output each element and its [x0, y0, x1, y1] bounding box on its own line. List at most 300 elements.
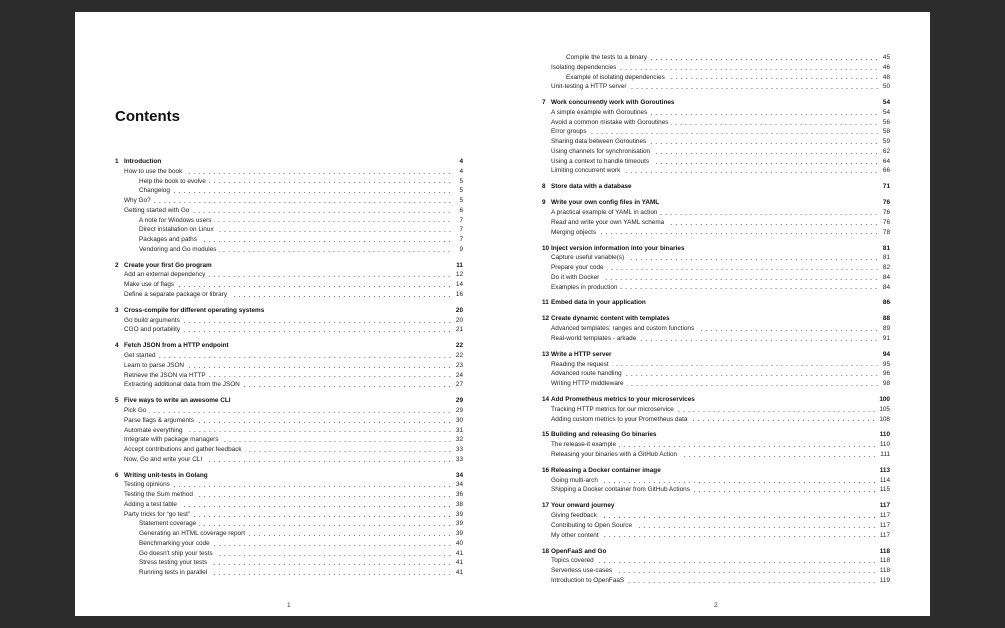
- entry-page-number: 84: [882, 283, 890, 291]
- entry-title: Go doesn't ship your tests: [139, 549, 213, 557]
- toc-chapter-entry[interactable]: [115, 306, 463, 316]
- entry-page-number: 31: [455, 426, 463, 434]
- dot-leader: [619, 446, 877, 448]
- entry-title: My other content: [551, 531, 599, 539]
- dot-leader: [199, 525, 452, 527]
- toc-section-entry[interactable]: [115, 206, 463, 216]
- dot-leader: [619, 68, 879, 70]
- entry-page-number: 12: [455, 271, 463, 279]
- document-page-1: [75, 12, 502, 616]
- page-title: Contents: [115, 108, 180, 125]
- entry-page-number: 5: [459, 187, 463, 195]
- entry-title: Testing opinions: [124, 481, 170, 489]
- page-number: 2: [714, 602, 718, 609]
- entry-page-number: 71: [882, 183, 890, 191]
- entry-title: Real-world templates - arkade: [551, 334, 637, 342]
- entry-page-number: 22: [455, 342, 463, 350]
- toc-section-entry[interactable]: [542, 127, 890, 137]
- entry-title: Releasing your binaries with a GitHub Action: [551, 450, 678, 458]
- dot-leader: [625, 375, 879, 377]
- chapter-number: 14: [542, 396, 550, 403]
- dot-leader: [208, 276, 452, 278]
- entry-page-number: 86: [882, 299, 890, 307]
- dot-leader: [214, 221, 452, 223]
- toc-section-entry[interactable]: [542, 82, 890, 92]
- entry-title: Store data with a database: [551, 183, 632, 191]
- entry-page-number: 29: [455, 397, 463, 405]
- entry-page-number: 118: [879, 557, 890, 565]
- entry-title: Running tests in parallel: [139, 569, 208, 577]
- entry-page-number: 118: [879, 567, 890, 574]
- toc-section-entry[interactable]: [115, 280, 463, 290]
- toc-section-entry[interactable]: [542, 379, 890, 389]
- dot-leader: [599, 233, 879, 235]
- chapter-number: 2: [115, 261, 119, 269]
- entry-title: Go build arguments: [124, 316, 180, 324]
- entry-title: Contributing to Open Source: [551, 521, 632, 529]
- entry-title: Vendoring and Go modules: [139, 245, 217, 253]
- toc-section-entry[interactable]: [542, 53, 890, 63]
- entry-page-number: 27: [455, 381, 463, 389]
- toc-section-entry[interactable]: [115, 568, 463, 578]
- toc-section-entry[interactable]: [542, 228, 890, 238]
- entry-page-number: 39: [455, 520, 463, 528]
- entry-title: Direct installation on Linux: [139, 226, 214, 234]
- entry-title: Serverless use-cases: [551, 567, 613, 574]
- entry-title: Why Go?: [124, 197, 151, 204]
- toc-section-entry[interactable]: [542, 137, 890, 147]
- entry-page-number: 94: [882, 350, 890, 358]
- entry-title: Releasing a Docker container image: [551, 466, 661, 474]
- chapter-number: 16: [542, 466, 550, 474]
- dot-leader: [245, 450, 452, 452]
- entry-title: Error groups: [551, 128, 587, 136]
- entry-title: Using channels for synchronisation: [551, 147, 651, 155]
- dot-leader: [197, 421, 452, 423]
- entry-title: Stress testing your tests: [139, 559, 208, 567]
- entry-title: Benchmarking your code: [139, 539, 210, 547]
- entry-title: A simple example with Goroutines: [551, 108, 648, 116]
- toc-chapter-entry[interactable]: [542, 98, 890, 108]
- entry-page-number: 84: [882, 273, 890, 281]
- chapter-number: 12: [542, 315, 550, 323]
- toc-section-entry[interactable]: [115, 167, 463, 177]
- toc-section-entry[interactable]: [115, 455, 463, 465]
- toc-section-entry[interactable]: [542, 511, 890, 521]
- table-of-contents: [115, 157, 463, 578]
- entry-title: Compile the tests to a binary: [566, 54, 647, 61]
- entry-page-number: 117: [879, 502, 890, 510]
- entry-title: Cross-compile for different operating systems: [124, 306, 265, 314]
- dot-leader: [210, 564, 452, 566]
- entry-title: Inject version information into your binaries: [551, 244, 685, 252]
- entry-page-number: 117: [879, 512, 890, 520]
- entry-title: Write a HTTP server: [551, 350, 612, 358]
- entry-title: Introduction: [124, 158, 162, 165]
- toc-section-entry[interactable]: [542, 405, 890, 415]
- toc-section-entry[interactable]: [115, 480, 463, 490]
- entry-title: Getting started with Go: [124, 206, 190, 214]
- dot-leader: [159, 356, 452, 358]
- chapter-number: 11: [542, 299, 549, 307]
- chapter-number: 4: [115, 342, 119, 350]
- entry-page-number: 32: [455, 436, 463, 444]
- entry-page-number: 34: [455, 481, 463, 489]
- dot-leader: [677, 410, 876, 412]
- entry-title: Now, Go and write your CLI: [124, 455, 203, 463]
- dot-leader: [650, 113, 879, 115]
- entry-page-number: 38: [455, 500, 463, 508]
- entry-title: Changelog: [139, 187, 170, 195]
- entry-title: Shipping a Docker container from GitHub Actions: [551, 486, 690, 494]
- dot-leader: [243, 386, 452, 388]
- toc-section-entry[interactable]: [115, 519, 463, 529]
- entry-page-number: 9: [459, 245, 463, 253]
- page-number: 1: [287, 602, 291, 609]
- toc-section-entry[interactable]: [542, 63, 890, 73]
- toc-section-entry[interactable]: [115, 196, 463, 206]
- toc-section-entry[interactable]: [542, 218, 890, 228]
- toc-chapter-entry[interactable]: [542, 182, 890, 192]
- toc-section-entry[interactable]: [115, 558, 463, 568]
- toc-section-entry[interactable]: [542, 369, 890, 379]
- toc-chapter-entry[interactable]: [542, 350, 890, 360]
- toc-section-entry[interactable]: [542, 157, 890, 167]
- toc-chapter-entry[interactable]: [115, 396, 463, 406]
- dot-leader: [230, 295, 452, 297]
- toc-chapter-entry[interactable]: [115, 261, 463, 271]
- dot-leader: [615, 571, 877, 573]
- entry-title: Using a context to handle timeouts: [551, 157, 650, 165]
- dot-leader: [222, 441, 453, 443]
- dot-leader: [177, 286, 452, 288]
- entry-title: Retrieve the JSON via HTTP: [124, 371, 206, 379]
- dot-leader: [602, 278, 879, 280]
- toc-section-entry[interactable]: [542, 566, 890, 576]
- entry-page-number: 45: [882, 54, 890, 61]
- dot-leader: [219, 250, 452, 252]
- entry-title: Sharing data between Goroutines: [551, 138, 647, 146]
- toc-section-entry[interactable]: [542, 273, 890, 283]
- dot-leader: [650, 58, 879, 60]
- toc-section-entry[interactable]: [542, 253, 890, 263]
- toc-section-entry[interactable]: [542, 263, 890, 273]
- entry-page-number: 56: [882, 118, 890, 126]
- toc-section-entry[interactable]: [542, 440, 890, 450]
- toc-chapter-entry[interactable]: [542, 298, 890, 308]
- entry-page-number: 7: [459, 236, 463, 243]
- toc-section-entry[interactable]: [115, 416, 463, 426]
- entry-page-number: 76: [882, 218, 890, 226]
- chapter-number: 1: [115, 158, 119, 165]
- entry-page-number: 54: [882, 108, 890, 116]
- toc-chapter-entry[interactable]: [115, 471, 463, 481]
- dot-leader: [196, 496, 452, 498]
- toc-section-entry[interactable]: [115, 500, 463, 510]
- toc-section-entry[interactable]: [542, 208, 890, 218]
- entry-page-number: 98: [882, 380, 890, 388]
- entry-page-number: 41: [455, 559, 463, 567]
- toc-section-entry[interactable]: [542, 324, 890, 334]
- entry-title: Isolating dependencies: [551, 63, 617, 71]
- entry-page-number: 7: [459, 226, 463, 234]
- entry-page-number: 108: [879, 415, 890, 423]
- entry-title: How to use the book: [124, 167, 183, 175]
- entry-page-number: 78: [882, 228, 890, 236]
- dot-leader: [600, 516, 877, 518]
- toc-section-entry[interactable]: [115, 216, 463, 226]
- entry-title: Introduction to OpenFaaS: [551, 576, 625, 584]
- entry-page-number: 40: [455, 539, 463, 547]
- entry-title: Examples in production: [551, 283, 618, 291]
- entry-page-number: 50: [882, 83, 890, 91]
- toc-section-entry[interactable]: [542, 556, 890, 566]
- toc-section-entry[interactable]: [115, 435, 463, 445]
- entry-title: Write your own config files in YAML: [551, 199, 660, 207]
- toc-chapter-entry[interactable]: [542, 244, 890, 254]
- entry-title: Adding a test table: [124, 500, 177, 508]
- entry-title: Limiting concurrent work: [551, 167, 621, 175]
- toc-section-entry[interactable]: [115, 380, 463, 390]
- entry-page-number: 114: [879, 476, 890, 484]
- entry-title: Adding custom metrics to your Prometheus data: [551, 415, 688, 423]
- toc-section-entry[interactable]: [542, 521, 890, 531]
- toc-section-entry[interactable]: [542, 476, 890, 486]
- toc-section-entry[interactable]: [115, 406, 463, 416]
- entry-title: A practical example of YAML in action: [551, 209, 658, 217]
- entry-title: Advanced route handling: [551, 370, 622, 378]
- entry-page-number: 111: [880, 450, 890, 458]
- entry-page-number: 48: [882, 73, 890, 81]
- toc-chapter-entry[interactable]: [115, 157, 463, 167]
- toc-section-entry[interactable]: [542, 147, 890, 157]
- toc-section-entry[interactable]: [542, 334, 890, 344]
- entry-page-number: 20: [455, 306, 463, 314]
- entry-title: Define a separate package or library: [124, 290, 228, 298]
- toc-section-entry[interactable]: [115, 549, 463, 559]
- toc-section-entry[interactable]: [115, 270, 463, 280]
- entry-title: Generating an HTML coverage report: [139, 530, 245, 538]
- dot-leader: [697, 330, 879, 332]
- dot-leader: [173, 486, 452, 488]
- chapter-number: 3: [115, 306, 119, 314]
- chapter-number: 17: [542, 502, 550, 510]
- toc-section-entry[interactable]: [115, 186, 463, 196]
- entry-page-number: 110: [879, 431, 890, 439]
- entry-title: Going multi-arch: [551, 476, 598, 484]
- dot-leader: [192, 211, 452, 213]
- toc-section-entry[interactable]: [115, 235, 463, 245]
- entry-page-number: 95: [882, 360, 890, 368]
- entry-title: OpenFaaS and Go: [551, 547, 607, 555]
- entry-page-number: 22: [455, 352, 463, 360]
- entry-page-number: 91: [882, 334, 890, 342]
- dot-leader: [668, 78, 879, 80]
- entry-page-number: 4: [459, 167, 463, 175]
- dot-leader: [612, 365, 879, 367]
- toc-section-entry[interactable]: [115, 316, 463, 326]
- dot-leader: [660, 213, 879, 215]
- dot-leader: [627, 259, 879, 261]
- toc-section-entry[interactable]: [115, 225, 463, 235]
- toc-section-entry[interactable]: [542, 485, 890, 495]
- toc-chapter-entry[interactable]: [542, 501, 890, 511]
- entry-title: Pick Go: [124, 407, 147, 414]
- toc-section-entry[interactable]: [115, 177, 463, 187]
- entry-title: The release-it example: [551, 441, 617, 449]
- toc-section-entry[interactable]: [542, 283, 890, 293]
- toc-section-entry[interactable]: [542, 450, 890, 460]
- entry-page-number: 23: [455, 361, 463, 369]
- entry-title: Do it with Docker: [551, 273, 600, 281]
- entry-page-number: 76: [882, 209, 890, 217]
- chapter-number: 18: [542, 547, 550, 555]
- entry-title: Advanced templates: ranges and custom functions: [551, 325, 695, 333]
- entry-page-number: 58: [882, 128, 890, 136]
- entry-title: Reading the request: [551, 360, 609, 368]
- toc-section-entry[interactable]: [115, 529, 463, 539]
- dot-leader: [607, 268, 879, 270]
- dot-leader: [630, 88, 879, 90]
- toc-section-entry[interactable]: [542, 360, 890, 370]
- toc-section-entry[interactable]: [542, 576, 890, 586]
- entry-page-number: 24: [455, 371, 463, 379]
- entry-page-number: 4: [459, 158, 463, 165]
- toc-section-entry[interactable]: [542, 415, 890, 425]
- entry-title: Add Prometheus metrics to your microservices: [551, 396, 695, 403]
- toc-section-entry[interactable]: [542, 108, 890, 118]
- toc-section-entry[interactable]: [115, 510, 463, 520]
- entry-page-number: 29: [455, 407, 463, 414]
- dot-leader: [180, 505, 452, 507]
- entry-page-number: 30: [455, 416, 463, 424]
- entry-title: Integrate with package managers: [124, 436, 219, 444]
- entry-title: Writing unit-tests in Golang: [124, 471, 208, 479]
- chapter-number: 7: [542, 99, 546, 107]
- entry-title: Packages and paths: [139, 236, 197, 243]
- entry-page-number: 6: [459, 206, 463, 214]
- entry-page-number: 7: [459, 216, 463, 224]
- entry-page-number: 96: [882, 370, 890, 378]
- entry-title: Capture useful variable(s): [551, 254, 625, 262]
- toc-section-entry[interactable]: [115, 361, 463, 371]
- toc-section-entry[interactable]: [115, 445, 463, 455]
- dot-leader: [623, 172, 879, 174]
- toc-chapter-entry[interactable]: [542, 466, 890, 476]
- dot-leader: [639, 339, 879, 341]
- toc-section-entry[interactable]: [542, 118, 890, 128]
- entry-title: Giving feedback: [551, 512, 597, 520]
- entry-page-number: 33: [455, 446, 463, 453]
- dot-leader: [185, 172, 452, 174]
- entry-title: Extracting additional data from the JSON: [124, 381, 240, 389]
- entry-page-number: 21: [455, 326, 463, 334]
- dot-leader: [620, 288, 879, 290]
- entry-page-number: 88: [882, 315, 890, 323]
- entry-page-number: 16: [455, 290, 463, 298]
- entry-page-number: 41: [455, 569, 463, 577]
- chapter-number: 5: [115, 397, 119, 405]
- entry-page-number: 41: [455, 549, 463, 557]
- table-of-contents: [542, 53, 890, 586]
- toc-section-entry[interactable]: [115, 290, 463, 300]
- toc-section-entry[interactable]: [542, 531, 890, 541]
- entry-title: CGO and portability: [124, 326, 181, 334]
- toc-section-entry[interactable]: [542, 73, 890, 83]
- entry-page-number: 39: [455, 530, 463, 538]
- entry-page-number: 113: [879, 466, 890, 474]
- entry-title: Learn to parse JSON: [124, 361, 185, 369]
- toc-section-entry[interactable]: [115, 245, 463, 255]
- dot-leader: [205, 460, 452, 462]
- entry-page-number: 82: [882, 264, 890, 271]
- toc-section-entry[interactable]: [115, 490, 463, 500]
- entry-page-number: 76: [882, 199, 890, 207]
- entry-title: Merging objects: [551, 228, 597, 236]
- entry-page-number: 117: [879, 531, 890, 539]
- dot-leader: [597, 562, 877, 564]
- toc-chapter-entry[interactable]: [115, 341, 463, 351]
- entry-title: Help the book to evolve: [139, 177, 206, 185]
- entry-page-number: 5: [459, 177, 463, 185]
- entry-title: Automate everything: [124, 426, 183, 434]
- chapter-number: 10: [542, 244, 550, 252]
- dot-leader: [693, 491, 877, 493]
- entry-page-number: 62: [882, 147, 890, 155]
- entry-title: Make use of flags: [124, 281, 175, 289]
- entry-title: Tracking HTTP metrics for our microservice: [551, 405, 674, 413]
- document-page-2: [502, 12, 930, 616]
- dot-leader: [248, 535, 452, 537]
- chapter-number: 8: [542, 183, 546, 191]
- entry-title: Add an external dependency: [124, 271, 206, 279]
- toc-section-entry[interactable]: [115, 539, 463, 549]
- chapter-number: 9: [542, 199, 546, 207]
- chapter-number: 15: [542, 431, 550, 439]
- entry-title: Create your first Go program: [124, 261, 212, 269]
- dot-leader: [590, 133, 879, 135]
- entry-page-number: 105: [879, 405, 890, 413]
- entry-title: Avoid a common mistake with Goroutines: [551, 118, 669, 126]
- toc-section-entry[interactable]: [115, 426, 463, 436]
- dot-leader: [217, 231, 452, 233]
- dot-leader: [193, 515, 452, 517]
- dot-leader: [209, 182, 452, 184]
- entry-page-number: 36: [455, 491, 463, 499]
- toc-section-entry[interactable]: [115, 351, 463, 361]
- entry-page-number: 81: [882, 244, 890, 252]
- toc-section-entry[interactable]: [115, 325, 463, 335]
- dot-leader: [183, 331, 452, 333]
- toc-chapter-entry[interactable]: [542, 547, 890, 557]
- toc-section-entry[interactable]: [542, 166, 890, 176]
- dot-leader: [627, 384, 879, 386]
- dot-leader: [186, 431, 452, 433]
- entry-title: Example of isolating dependencies: [566, 73, 665, 81]
- toc-section-entry[interactable]: [115, 371, 463, 381]
- entry-title: Five ways to write an awesome CLI: [124, 397, 231, 405]
- entry-title: Embed data in your application: [551, 299, 646, 307]
- toc-chapter-entry[interactable]: [542, 198, 890, 208]
- toc-chapter-entry[interactable]: [542, 395, 890, 405]
- toc-chapter-entry[interactable]: [542, 314, 890, 324]
- dot-leader: [627, 581, 877, 583]
- dot-leader: [149, 411, 452, 413]
- toc-chapter-entry[interactable]: [542, 430, 890, 440]
- entry-title: Unit-testing a HTTP server: [551, 83, 627, 91]
- entry-page-number: 34: [455, 471, 463, 479]
- dot-leader: [154, 201, 452, 203]
